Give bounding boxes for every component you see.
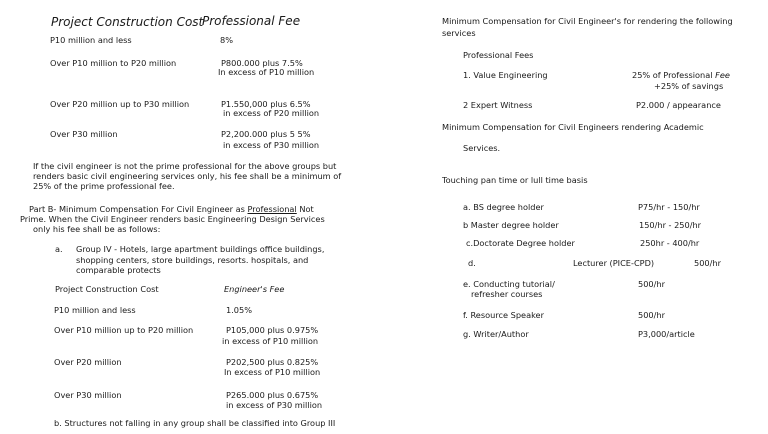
fee2-row-value: P105,000 plus 0.975%: [226, 325, 319, 335]
rate-value: P3,000/article: [638, 329, 695, 339]
part-b-line: only his fee shall be as follows:: [33, 224, 161, 234]
right-title-line: services: [442, 28, 476, 38]
header2-engineers-fee: Engineer's Fee: [224, 284, 285, 294]
right-title-line: Minimum Compensation for Civil Engineer's for rendering the following: [442, 16, 733, 26]
rate-label: f. Resource Speaker: [463, 310, 544, 320]
fee-row-excess: In excess of P10 million: [218, 67, 315, 77]
fee2-row-range: Over P10 million up to P20 million: [54, 325, 194, 335]
fee-row-range: Over P30 million: [50, 129, 118, 139]
rate-value: 500/hr: [638, 310, 665, 320]
header-professional-fee: Professional Fee: [202, 14, 301, 28]
part-b-line: Part B- Minimum Compensation For Civil Engineer as Professional Not: [29, 204, 314, 214]
fee-row-value: P1.550,000 plus 6.5%: [221, 99, 311, 109]
fee2-row-excess: In excess of P10 million: [224, 367, 321, 377]
paragraph-line: 25% of the prime professional fee.: [33, 181, 175, 191]
fee2-row-excess: in excess of P10 million: [222, 336, 319, 346]
academic-line: Minimum Compensation for Civil Engineers rendering Academic: [442, 122, 704, 132]
right-column: [384, 0, 768, 434]
rate-value: Lecturer (PICE-CPD): [573, 258, 655, 268]
fee-row-range: Over P10 million to P20 million: [50, 58, 177, 68]
group-line: comparable protects: [76, 265, 161, 275]
paragraph-line: renders basic civil engineering services only, his fee shall be a minimum of: [33, 171, 342, 181]
group-label: a.: [55, 244, 63, 254]
fee2-row-value: P202,500 plus 0.825%: [226, 357, 319, 367]
pf-item-fee: 25% of Professional Fee: [632, 70, 730, 80]
fee-row-value: P2,200.000 plus 5 5%: [221, 129, 311, 139]
footer-note: b. Structures not falling in any group shall be classified into Group III: [54, 418, 336, 428]
fee-row-excess: in excess of P20 million: [223, 108, 320, 118]
group-line: Group IV - Hotels, large apartment buildings office buildings,: [76, 244, 325, 254]
part-b-line: Prime. When the Civil Engineer renders basic Engineering Design Services: [20, 214, 325, 224]
header2-construction-cost: Project Construction Cost: [55, 284, 159, 294]
pf-item-fee: P2.000 / appearance: [636, 100, 721, 110]
fee2-row-value: P265.000 plus 0.675%: [226, 390, 319, 400]
rate-value: 250hr - 400/hr: [640, 238, 700, 248]
fee2-row-range: Over P30 million: [54, 390, 122, 400]
rate-label: g. Writer/Author: [463, 329, 529, 339]
rate-value-2: 500/hr: [694, 258, 721, 268]
paragraph-line: If the civil engineer is not the prime professional for the above groups but: [33, 161, 337, 171]
rate-label-2: refresher courses: [471, 289, 543, 299]
rate-label: c.Doctorate Degree holder: [466, 238, 575, 248]
fee-row-value: P800.000 plus 7.5%: [221, 58, 303, 68]
touching-basis: Touching pan time or lull time basis: [442, 175, 588, 185]
pf-item-label: 1. Value Engineering: [463, 70, 548, 80]
rate-label: b Master degree holder: [463, 220, 559, 230]
fee-row-excess: in excess of P30 million: [223, 140, 320, 150]
rate-value: P75/hr - 150/hr: [638, 202, 700, 212]
rate-value: 500/hr: [638, 279, 665, 289]
fee-row-range: Over P20 million up to P30 million: [50, 99, 190, 109]
group-line: shopping centers, store buildings, resorts. hospitals, and: [76, 255, 309, 265]
fee2-row-excess: in excess of P30 million: [226, 400, 323, 410]
fee2-row-range: P10 million and less: [54, 305, 136, 315]
pf-item-label: 2 Expert Witness: [463, 100, 533, 110]
fee-row-value: 8%: [220, 35, 233, 45]
fee-row-range: P10 million and less: [50, 35, 132, 45]
academic-line: Services.: [463, 143, 501, 153]
fee2-row-range: Over P20 million: [54, 357, 122, 367]
professional-fees-header: Professional Fees: [463, 50, 534, 60]
rate-value: 150/hr - 250/hr: [639, 220, 702, 230]
rate-label: e. Conducting tutorial/: [463, 279, 555, 289]
rate-label: d.: [468, 258, 476, 268]
header-construction-cost: Project Construction Cost: [51, 15, 204, 29]
rate-label: a. BS degree holder: [463, 202, 544, 212]
pf-item-fee-extra: +25% of savings: [654, 81, 724, 91]
fee2-row-value: 1.05%: [226, 305, 253, 315]
